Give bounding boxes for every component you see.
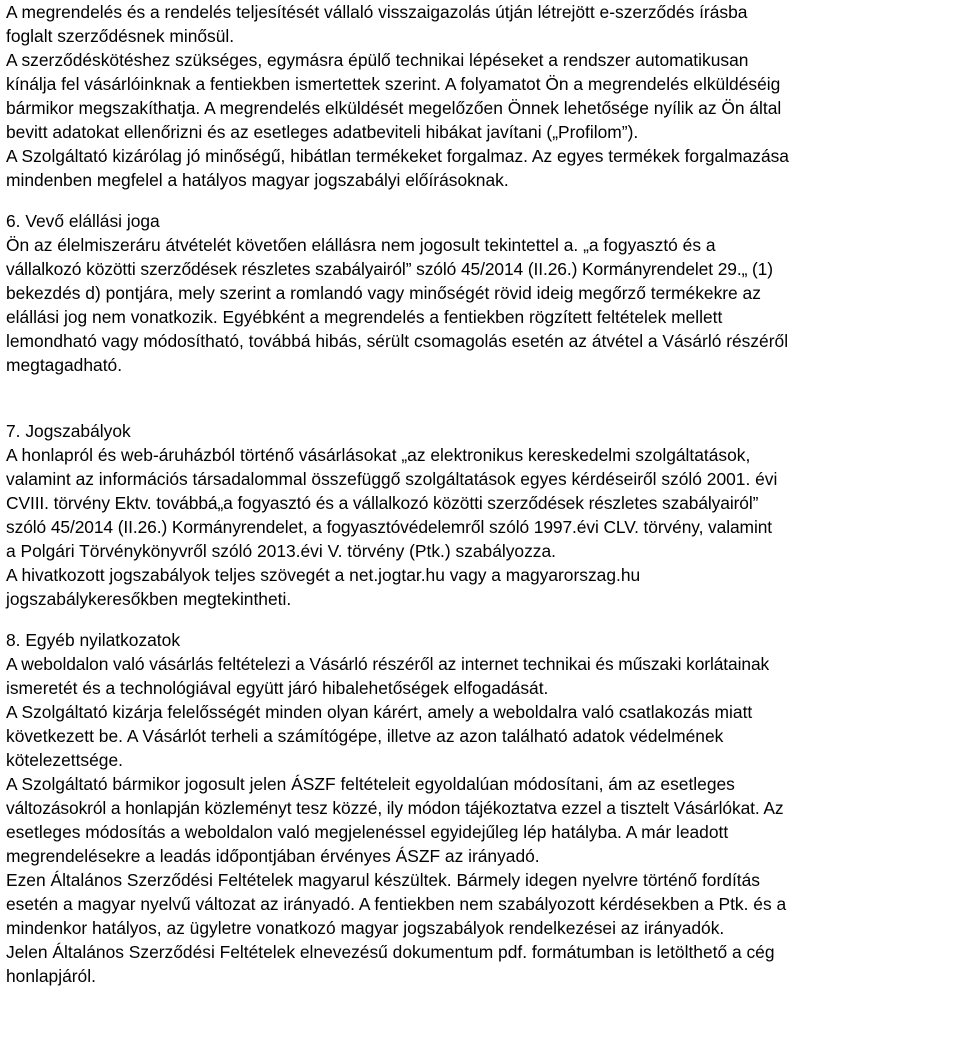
text-line: bekezdés d) pontjára, mely szerint a romlandó vagy minőségét rövid ideig megőrző termékekre az <box>6 283 761 303</box>
text-line: változásokról a honlapján közleményt tesz közzé, ily módon tájékoztatva ezzel a tisztelt Vásárlókat. Az <box>6 798 784 818</box>
text-line: mindenben megfelel a hatályos magyar jogszabályi előírásoknak. <box>6 170 509 190</box>
text-line: A Szolgáltató kizárja felelősségét minden olyan kárért, amely a weboldalra való csatlakozás miatt <box>6 702 753 722</box>
section-6 <box>6 209 956 377</box>
section-8 <box>6 628 956 988</box>
text-line: jogszabálykeresőkben megtekintheti. <box>6 589 292 609</box>
text-line: foglalt szerződésnek minősül. <box>6 26 235 46</box>
text-line: A szerződéskötéshez szükséges, egymásra épülő technikai lépéseket a rendszer automatikusan <box>6 50 749 70</box>
text-line: elállási jog nem vonatkozik. Egyébként a megrendelés a fentiekben rögzített feltételek mellett <box>6 307 723 327</box>
section-heading: 6. Vevő elállási joga <box>6 211 160 231</box>
text-line: Ön az élelmiszeráru átvételét követően elállásra nem jogosult tekintettel a. „a fogyasztó és a <box>6 235 716 255</box>
text-line: CVIII. törvény Ektv. továbbá„a fogyasztó és a vállalkozó közötti szerződések részletes szabályairól” <box>6 493 759 513</box>
text-line: a Polgári Törvénykönyvről szóló 2013.évi V. törvény (Ptk.) szabályozza. <box>6 541 557 561</box>
text-line: következett be. A Vásárlót terheli a számítógépe, illetve az azon található adatok védelmének <box>6 726 724 746</box>
text-line: A weboldalon való vásárlás feltételezi a Vásárló részéről az internet technikai és műszaki korlátainak <box>6 654 770 674</box>
text-line: A honlapról és web-áruházból történő vásárlásokat „az elektronikus kereskedelmi szolgáltatások, <box>6 445 751 465</box>
text-line: Jelen Általános Szerződési Feltételek elnevezésű dokumentum pdf. formátumban is letölthető a cég <box>6 942 775 962</box>
text-line: kötelezettsége. <box>6 750 123 770</box>
text-line: kínálja fel vásárlóinknak a fentiekben ismertettek szerint. A folyamatot Ön a megrendelés elküldéséig <box>6 74 781 94</box>
section-7 <box>6 419 956 611</box>
text-line: lemondható vagy módosítható, továbbá hibás, sérült csomagolás esetén az átvétel a Vásárló részéről <box>6 331 789 351</box>
section-heading: 7. Jogszabályok <box>6 421 131 441</box>
section-heading: 8. Egyéb nyilatkozatok <box>6 630 181 650</box>
intro-paragraphs <box>6 0 956 192</box>
spacer <box>6 192 956 209</box>
text-line: A megrendelés és a rendelés teljesítését vállaló visszaigazolás útján létrejött e-szerződés írásba <box>6 2 748 22</box>
text-line: megrendelésekre a leadás időpontjában érvényes ÁSZF az irányadó. <box>6 846 540 866</box>
text-line: esetén a magyar nyelvű változat az irányadó. A fentiekben nem szabályozott kérdésekben a Ptk. és a <box>6 894 787 914</box>
text-line: A Szolgáltató kizárólag jó minőségű, hibátlan termékeket forgalmaz. Az egyes termékek forgalmazása <box>6 146 789 166</box>
spacer <box>6 377 956 419</box>
document-page <box>6 0 956 988</box>
text-line: ismeretét és a technológiával együtt járó hibalehetőségek elfogadását. <box>6 678 549 698</box>
text-line: esetleges módosítás a weboldalon való megjelenéssel egyidejűleg lép hatályba. A már leadott <box>6 822 729 842</box>
text-line: bármikor megszakíthatja. A megrendelés elküldését megelőzően Önnek lehetősége nyílik az Ön által <box>6 98 782 118</box>
text-line: bevitt adatokat ellenőrizni és az esetleges adatbeviteli hibákat javítani („Profilom”). <box>6 122 639 142</box>
text-line: Ezen Általános Szerződési Feltételek magyarul készültek. Bármely idegen nyelvre történő fordítás <box>6 870 760 890</box>
text-line: mindenkor hatályos, az ügyletre vonatkozó magyar jogszabályok rendelkezései az irányadók. <box>6 918 725 938</box>
text-line: honlapjáról. <box>6 966 96 986</box>
spacer <box>6 611 956 628</box>
text-line: A Szolgáltató bármikor jogosult jelen ÁSZF feltételeit egyoldalúan módosítani, ám az esetleges <box>6 774 735 794</box>
text-line: A hivatkozott jogszabályok teljes szövegét a net.jogtar.hu vagy a magyarorszag.hu <box>6 565 641 585</box>
text-line: valamint az információs társadalommal összefüggő szolgáltatások egyes kérdéseiről szóló 2001. évi <box>6 469 778 489</box>
text-line: szóló 45/2014 (II.26.) Kormányrendelet, a fogyasztóvédelemről szóló 1997.évi CLV. törvény, valamint <box>6 517 773 537</box>
text-line: vállalkozó közötti szerződések részletes szabályairól” szóló 45/2014 (II.26.) Kormányrendelet 29.„ (1) <box>6 259 773 279</box>
text-line: megtagadható. <box>6 355 123 375</box>
